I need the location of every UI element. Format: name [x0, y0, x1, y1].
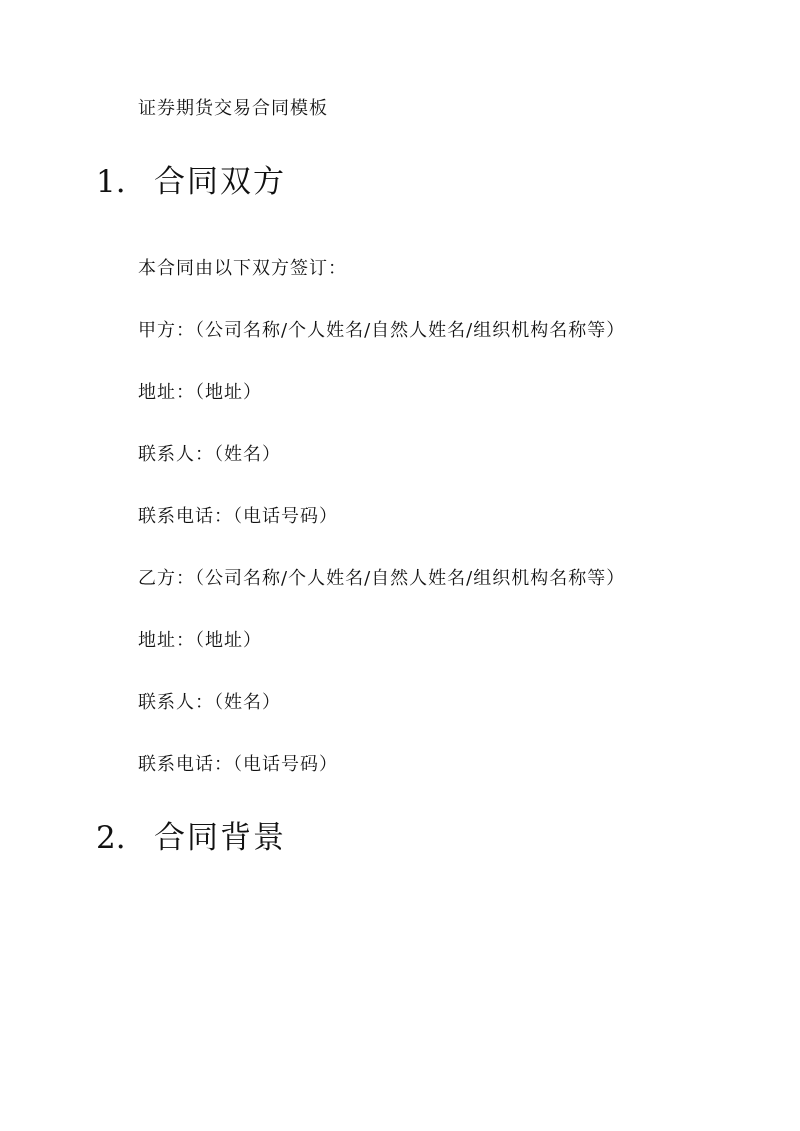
intro-line: 本合同由以下双方签订： — [138, 258, 347, 279]
party-b-phone-line: 联系电话：（电话号码） — [138, 754, 338, 775]
party-b-contact-line: 联系人：（姓名） — [138, 692, 281, 713]
party-b-address-line: 地址：（地址） — [138, 630, 262, 651]
party-a-contact-line: 联系人：（姓名） — [138, 444, 281, 465]
section-title: 合同背景 — [154, 820, 286, 856]
party-a-line: 甲方：（公司名称/个人姓名/自然人姓名/组织机构名称等） — [138, 320, 626, 341]
document-title: 证券期货交易合同模板 — [138, 98, 328, 119]
section-number: 2. — [96, 820, 126, 856]
party-a-address-line: 地址：（地址） — [138, 382, 262, 403]
section-number: 1. — [96, 164, 126, 200]
party-a-phone-line: 联系电话：（电话号码） — [138, 506, 338, 527]
section-heading-parties — [96, 162, 286, 202]
section-heading-background — [96, 818, 286, 858]
party-b-line: 乙方：（公司名称/个人姓名/自然人姓名/组织机构名称等） — [138, 568, 626, 589]
section-title: 合同双方 — [154, 164, 286, 200]
